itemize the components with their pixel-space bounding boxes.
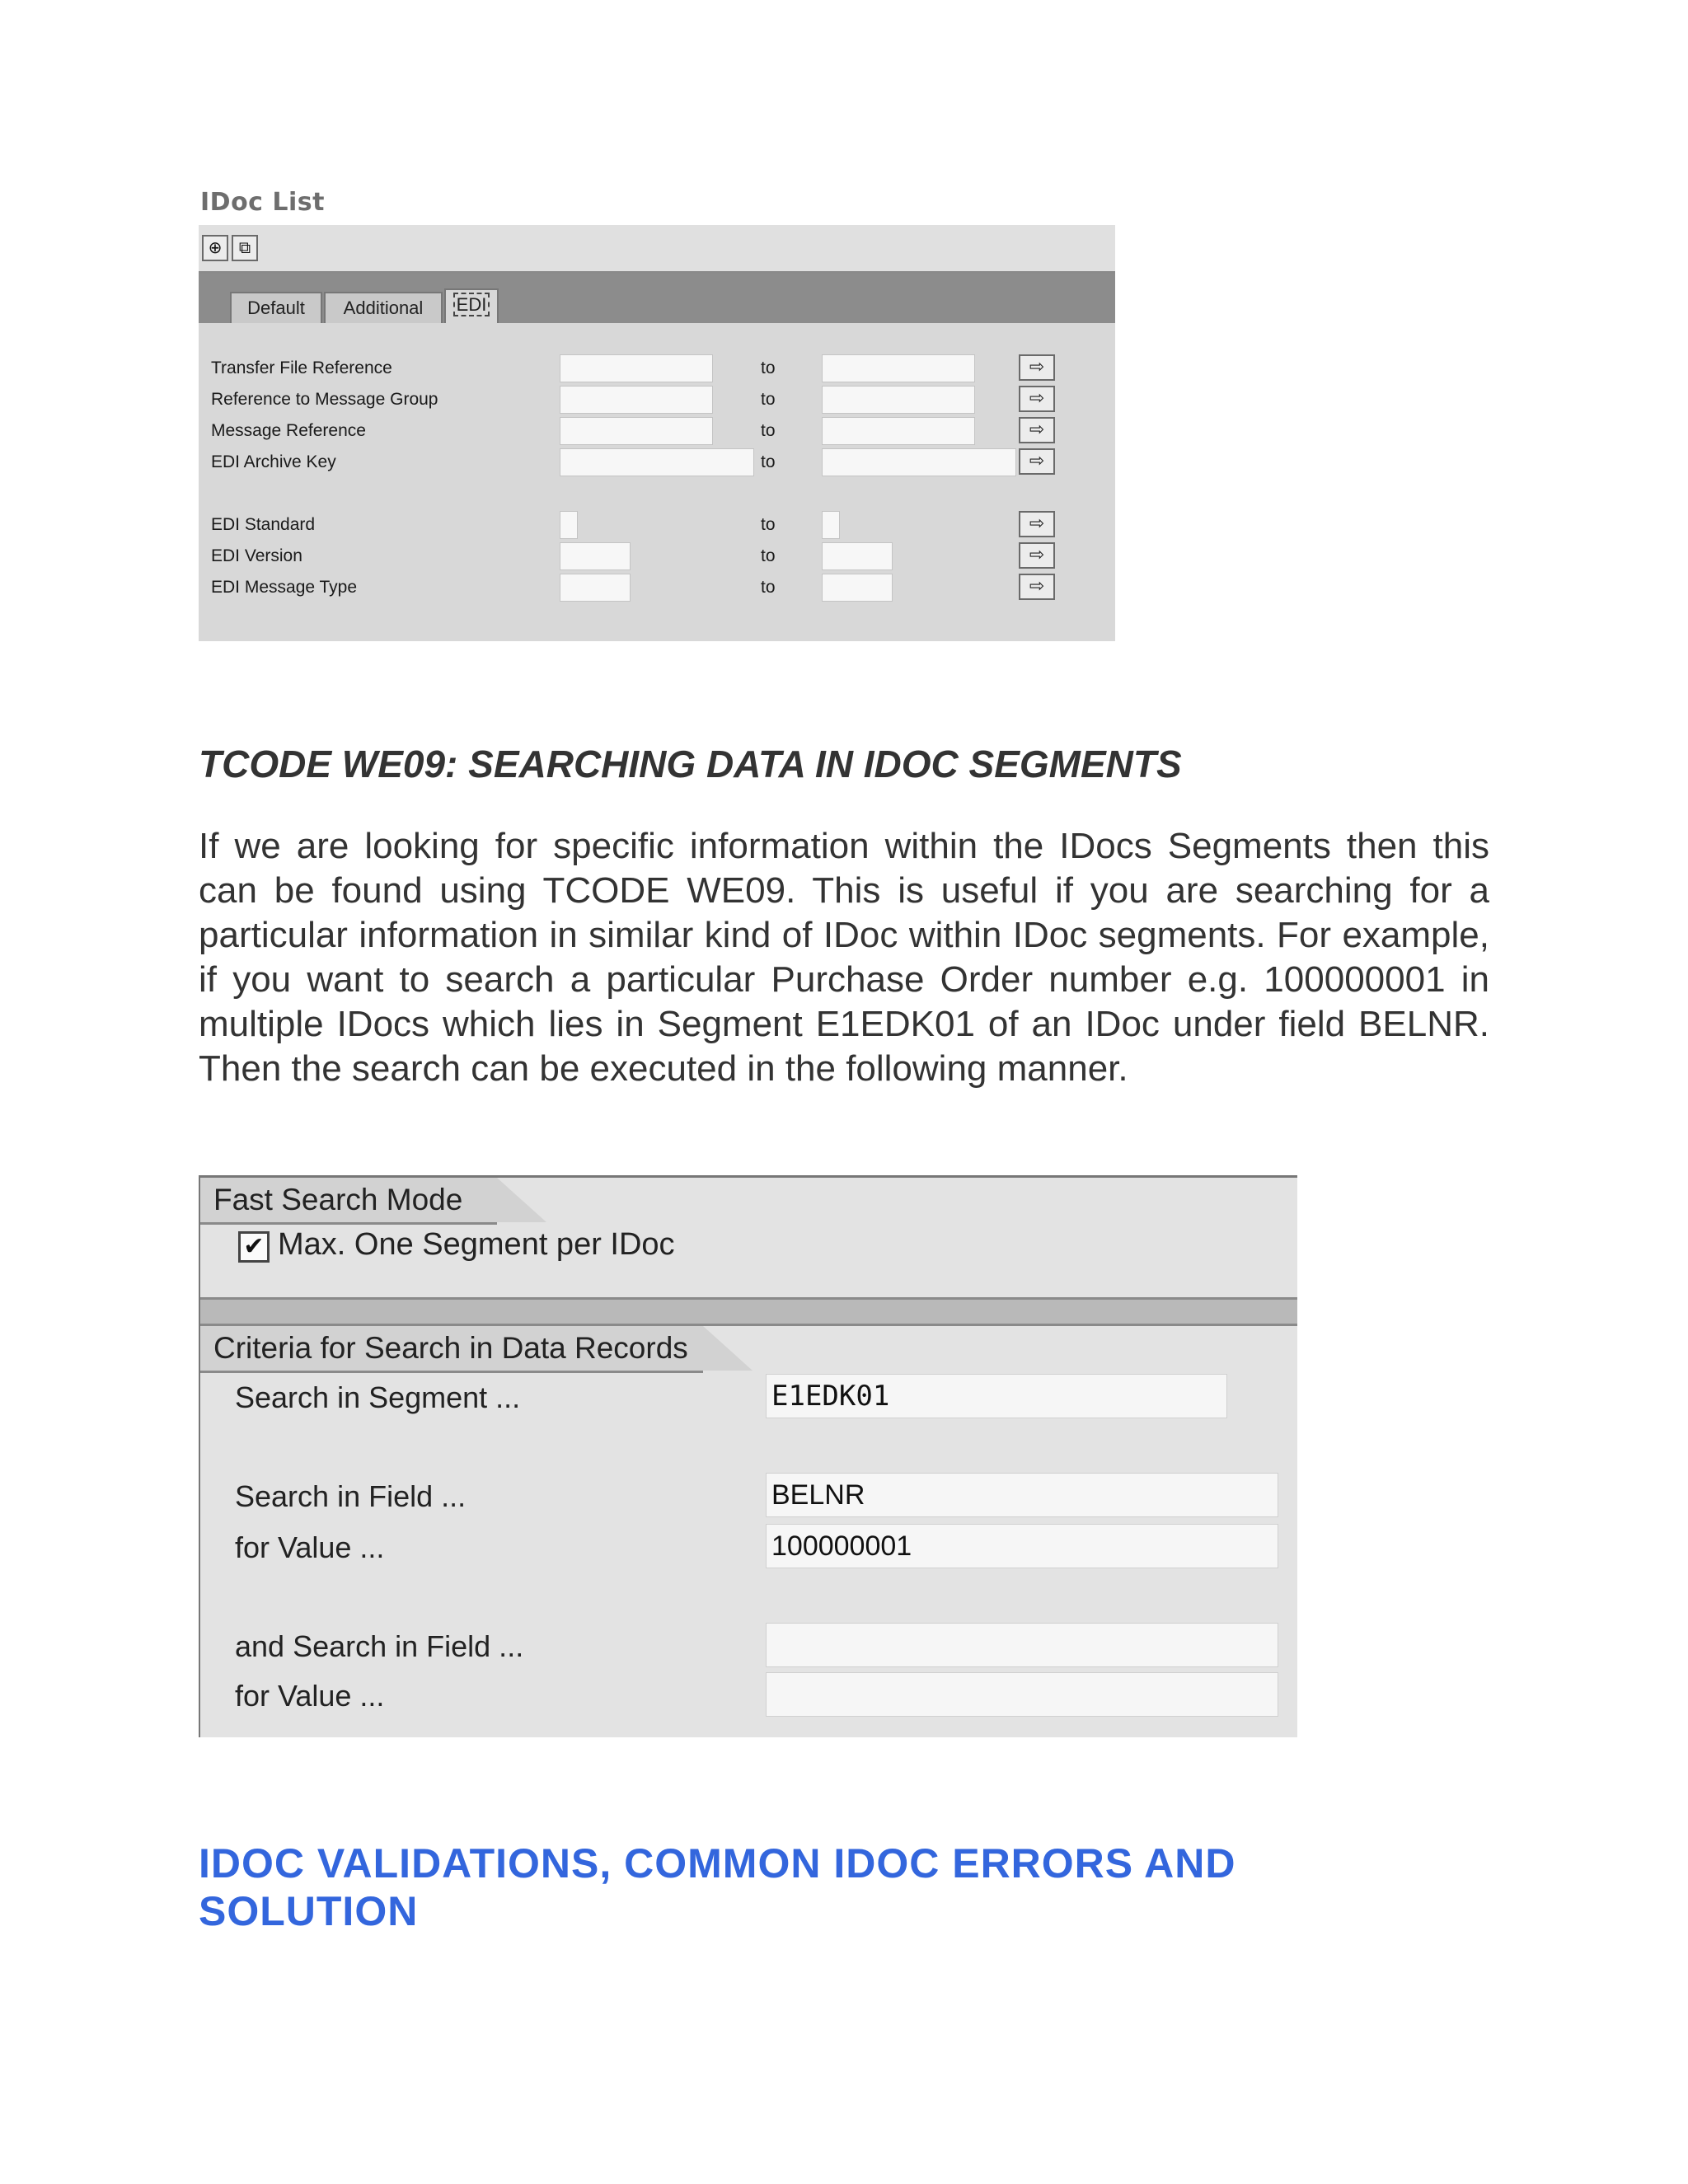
to-label: to — [761, 452, 776, 471]
search-in-segment-label: Search in Segment ... — [235, 1380, 521, 1414]
criteria-header: Criteria for Search in Data Records — [200, 1326, 703, 1371]
reference-message-group-to-input[interactable] — [822, 386, 975, 414]
tab-default[interactable]: Default — [230, 292, 322, 323]
field-input[interactable]: BELNR — [766, 1473, 1278, 1517]
multiple-selection-arrow-icon[interactable]: ⇨ — [1019, 511, 1055, 537]
to-label: to — [761, 390, 776, 409]
to-label: to — [761, 578, 776, 597]
multiple-selection-arrow-icon[interactable]: ⇨ — [1019, 574, 1055, 600]
for-value-label: for Value ... — [235, 1530, 385, 1564]
edi-version-to-input[interactable] — [822, 542, 893, 570]
max-one-segment-checkbox[interactable]: ✔ — [238, 1231, 270, 1263]
message-reference-label: Message Reference — [211, 421, 366, 440]
segment-input[interactable]: E1EDK01 — [766, 1374, 1227, 1418]
and-search-in-field-label: and Search in Field ... — [235, 1629, 524, 1663]
body-paragraph: If we are looking for specific information within the IDocs Segments then this can be found using TCODE WE09. This is useful if you are searching for a particular information in similar kind of IDoc within IDoc segments. For example, if you want to search a particular Purchase Order number e.g. 100000001 in multiple IDocs which lies in Segment E1EDK01 of an IDoc under field BELNR. Then the search can be executed in the following manner. — [199, 826, 1489, 1089]
idoc-validations-heading[interactable]: IDOC VALIDATIONS, COMMON IDOC ERRORS AND SOLUTION — [199, 1840, 1236, 1934]
second-value-input[interactable] — [766, 1672, 1278, 1717]
to-label: to — [761, 359, 776, 377]
second-for-value-label: for Value ... — [235, 1679, 385, 1713]
message-reference-from-input[interactable] — [560, 417, 713, 445]
fast-search-mode-header: Fast Search Mode — [200, 1178, 497, 1222]
search-in-field-label: Search in Field ... — [235, 1479, 467, 1513]
value-input[interactable]: 100000001 — [766, 1524, 1278, 1568]
second-field-input[interactable] — [766, 1623, 1278, 1667]
idoc-toolbar — [199, 225, 1115, 274]
transfer-file-reference-to-input[interactable] — [822, 354, 975, 382]
to-label: to — [761, 546, 776, 565]
we09-search-panel — [199, 1175, 1297, 1737]
reference-message-group-from-input[interactable] — [560, 386, 713, 414]
multiple-selection-arrow-icon[interactable]: ⇨ — [1019, 417, 1055, 443]
group-rule — [200, 1371, 703, 1373]
tab-edi-label: EDI — [453, 293, 490, 316]
idoc-list-title: IDoc List — [200, 188, 325, 217]
execute-icon[interactable]: ⊕ — [202, 235, 228, 261]
edi-standard-to-input[interactable] — [822, 511, 840, 539]
copy-icon[interactable]: ⧉ — [232, 235, 258, 261]
multiple-selection-arrow-icon[interactable]: ⇨ — [1019, 354, 1055, 381]
max-one-segment-label: Max. One Segment per IDoc — [278, 1227, 675, 1262]
transfer-file-reference-from-input[interactable] — [560, 354, 713, 382]
multiple-selection-arrow-icon[interactable]: ⇨ — [1019, 542, 1055, 569]
edi-standard-from-input[interactable] — [560, 511, 578, 539]
message-reference-to-input[interactable] — [822, 417, 975, 445]
edi-version-label: EDI Version — [211, 546, 302, 565]
to-label: to — [761, 421, 776, 440]
edi-archive-key-label: EDI Archive Key — [211, 452, 336, 471]
tab-additional[interactable]: Additional — [324, 292, 443, 323]
multiple-selection-arrow-icon[interactable]: ⇨ — [1019, 386, 1055, 412]
idoc-list-panel — [199, 225, 1115, 641]
group-rule — [200, 1222, 497, 1225]
edi-standard-label: EDI Standard — [211, 515, 316, 534]
group-divider — [200, 1297, 1297, 1326]
tab-edi[interactable] — [444, 288, 499, 323]
reference-message-group-label: Reference to Message Group — [211, 390, 438, 409]
edi-message-type-label: EDI Message Type — [211, 578, 358, 597]
transfer-file-reference-label: Transfer File Reference — [211, 359, 392, 377]
to-label: to — [761, 515, 776, 534]
edi-archive-key-to-input[interactable] — [822, 448, 1016, 476]
multiple-selection-arrow-icon[interactable]: ⇨ — [1019, 448, 1055, 475]
edi-archive-key-from-input[interactable] — [560, 448, 754, 476]
section-heading: TCODE WE09: SEARCHING DATA IN IDOC SEGMENTS — [199, 743, 1182, 785]
edi-version-from-input[interactable] — [560, 542, 631, 570]
edi-message-type-from-input[interactable] — [560, 574, 631, 602]
idoc-tabstrip — [199, 274, 1115, 323]
edi-message-type-to-input[interactable] — [822, 574, 893, 602]
